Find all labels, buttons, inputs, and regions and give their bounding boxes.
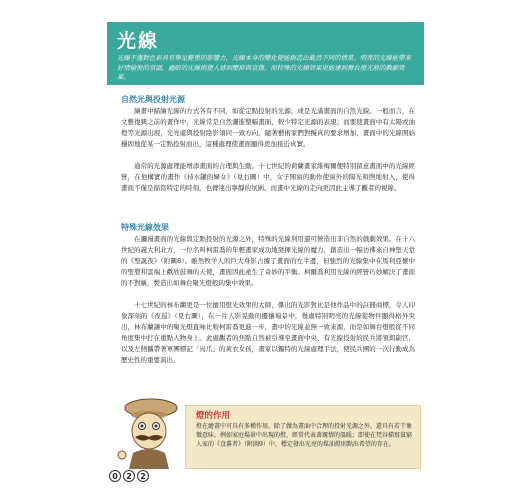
page-number: [109, 470, 149, 482]
painter-illustration: [109, 393, 187, 469]
section-title-natural-light: 自然光與投射光源: [121, 95, 185, 104]
note-text: 燈在繪畫中可具有多種作用。除了做為畫面中合理的投射光源之外，還具有若干象徵意味。例如家庭場景中出現的燈，經常代表著親情的溫暖；即使在梵谷描寫貧窮人家的《食薯者》（附圖9）中，穩定發出光亮的煤油燈則點出希望的存在。: [196, 423, 413, 448]
page-digit: 2: [123, 470, 135, 482]
paragraph: 繪畫中描繪光線的方式各有不同，如從定點投射的光源，或是光滿畫面的自然光線。一般而言，在文藝復興之前的畫作中，光線常是自然灑進整幅畫面，較少特定光源的表現；而要使畫面中有太陽或油燈等光源出現，光亮處與投射陰影須同一致方向。隨著藝術家們對擬真的要求增加，畫面中的光線開始穩固地從某一定點投射而出，這種處理使畫面顯得更加接近真實。: [121, 107, 415, 148]
note-title: 燈的作用: [196, 411, 231, 421]
page-digit: 2: [137, 470, 149, 482]
chapter-header: [107, 22, 424, 85]
paragraph: 通常的光源處理能增添畫面的合理與生動。十七世紀的荷蘭畫家維梅爾便特別留意畫面中的光線經營，在他構實的畫作《持水罐的婦女》（見右圖）中，女子開窗的動作使窗外的陽光和煦地射入，使得畫面不僅是描寫特定的時刻，也傳達出寧靜的氛圍。而畫中光線的走向更因此主導了觀者的視線。: [121, 162, 415, 192]
chapter-intro: 光線不僅對色彩具有舉足輕重的影響力，光線本身的變化便能創造出截然不同的情景。明亮的光線能帶來好情愉悅的氛圍，幽暗的光線則使人感到壓抑與哀傷。而特殊的光線效果更能達到舞台燈光般的戲劇效果。: [117, 54, 411, 81]
paragraph: 在瀰漫畫面的光線與定點投射的光源之外，特殊的光線利用還可營造出非自然的戲劇效果。在十六世紀的義大利北方，一位名叫柯雷喬的年輕畫家成功地發揮光線的魔力，創造出一幅彷彿來自神聖天堂的《聖誕夜》（附圖8）。雖然牧羊人的巨大身影占據了畫面的左半邊，但強烈的光線集中在馬利亞懷中的聖嬰和雲端上歡欣鼓舞的天使，畫面因此產生了奇妙的平衡。柯爾喬利用光線的經營巧妙解決了畫面的不對稱，製造出如舞台聚光燈般的集中效果。: [121, 235, 415, 287]
section-title-special-light: 特殊光線效果: [121, 223, 169, 232]
paragraph: 十七世紀的林布蘭更是一位擅用燈光效果的大師，傑出的光影對比是他作品中的註冊商標，令人印象深刻的《夜巡》（見右圖），在一片人影晃動的擾攘場景中，幾處特別明亮的光線從物件顯得格外突出，林布蘭讓中的聚光燈直味比較柯雷喬更進一步，畫中的光線並無一致來源，而是如舞台燈般從不同角度集中打在重點人物身上。此處觀者的焦點自然被引導至畫面中央、有光線投射的民兵將領與副官，以及左側攜帶著軍團標記「鳥爪」的黃衣女孩，畫家以獨特的光線處理手法，使民兵團的一次行動成為歷史性的重要演出。: [121, 301, 415, 364]
chapter-title: 光線: [117, 30, 160, 52]
note-box: [185, 405, 421, 469]
page-digit: 0: [109, 470, 121, 482]
